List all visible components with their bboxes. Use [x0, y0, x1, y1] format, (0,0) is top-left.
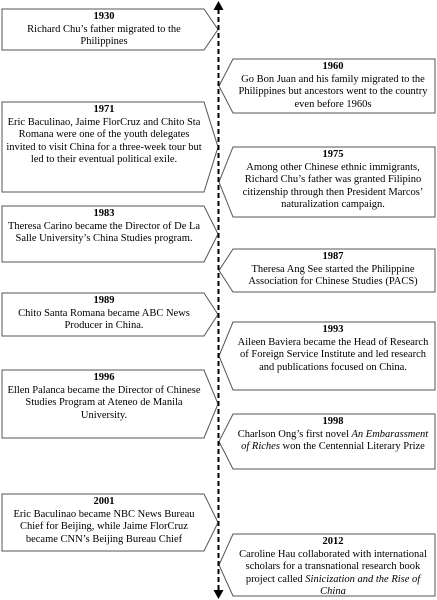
event-text-part: won the Centennial Literary Prize — [279, 441, 425, 452]
event-description: Eric Baculinao became NBC News Bureau Chief for Beijing, while Jaime FlorCruz became CNN’s Beijing Bureau Chief — [13, 508, 195, 545]
event-year: 1983 — [93, 208, 115, 219]
event-text-part: Caroline Hau collaborated with international scholars for a transnational research book project called — [239, 548, 427, 585]
event-1987 — [235, 251, 431, 290]
event-description — [235, 429, 431, 454]
event-year: 1993 — [322, 324, 344, 335]
timeline-arrow-top-icon — [214, 1, 224, 10]
event-2012 — [235, 536, 431, 597]
event-1971 — [6, 104, 202, 190]
event-description: Ellen Palanca became the Director of Chinese Studies Program at Ateneo de Manila University. — [7, 384, 201, 421]
event-1975 — [235, 149, 431, 215]
event-description: Theresa Ang See started the Philippine Association for Chinese Studies (PACS) — [248, 263, 418, 287]
event-2001 — [6, 496, 202, 549]
event-title-italic: An Embarassment of Riches — [241, 428, 429, 452]
event-description: Richard Chu’s father migrated to the Philippines — [27, 23, 181, 47]
event-year: 1996 — [93, 372, 115, 383]
event-description — [235, 549, 431, 599]
event-description: Among other Chinese ethnic immigrants, Richard Chu’s father was granted Filipino citizenship through then President Marcos’ naturalization campaign. — [242, 161, 424, 210]
event-year: 1930 — [93, 11, 115, 22]
event-1998 — [235, 416, 431, 467]
event-description: Go Bon Juan and his family migrated to the Philippines but ancestors went to the country even before 1960s — [238, 73, 428, 110]
event-description: Theresa Carino became the Director of De La Salle University’s China Studies program. — [7, 220, 201, 244]
event-year: 1975 — [322, 149, 344, 160]
event-year: 1987 — [322, 251, 344, 262]
event-year: 1960 — [322, 61, 344, 72]
event-year: 1998 — [322, 416, 344, 427]
event-year: 1971 — [93, 104, 115, 115]
event-1989 — [6, 295, 202, 334]
event-1993 — [235, 324, 431, 388]
event-title-italic: Sinicization and the Rise of China — [305, 573, 421, 597]
event-description: Aileen Baviera became the Head of Research of Foreign Service Institute and led research and publications focused on China. — [237, 336, 429, 373]
event-1996 — [6, 372, 202, 436]
event-description: Eric Baculinao, Jaime FlorCruz and Chito Sta Romana were one of the youth delegates invited to visit China for a three-week tour but led to their eventual political exile. — [6, 116, 202, 165]
event-year: 2001 — [93, 496, 115, 507]
event-1960 — [235, 61, 431, 111]
timeline-arrow-bottom-icon — [214, 590, 224, 599]
event-1930 — [6, 11, 202, 48]
event-year: 1989 — [93, 295, 115, 306]
event-text-part: Charlson Ong’s first novel — [237, 428, 352, 440]
event-year: 2012 — [322, 536, 344, 547]
event-description: Chito Santa Romana became ABC News Producer in China. — [18, 307, 190, 331]
event-1983 — [6, 208, 202, 260]
